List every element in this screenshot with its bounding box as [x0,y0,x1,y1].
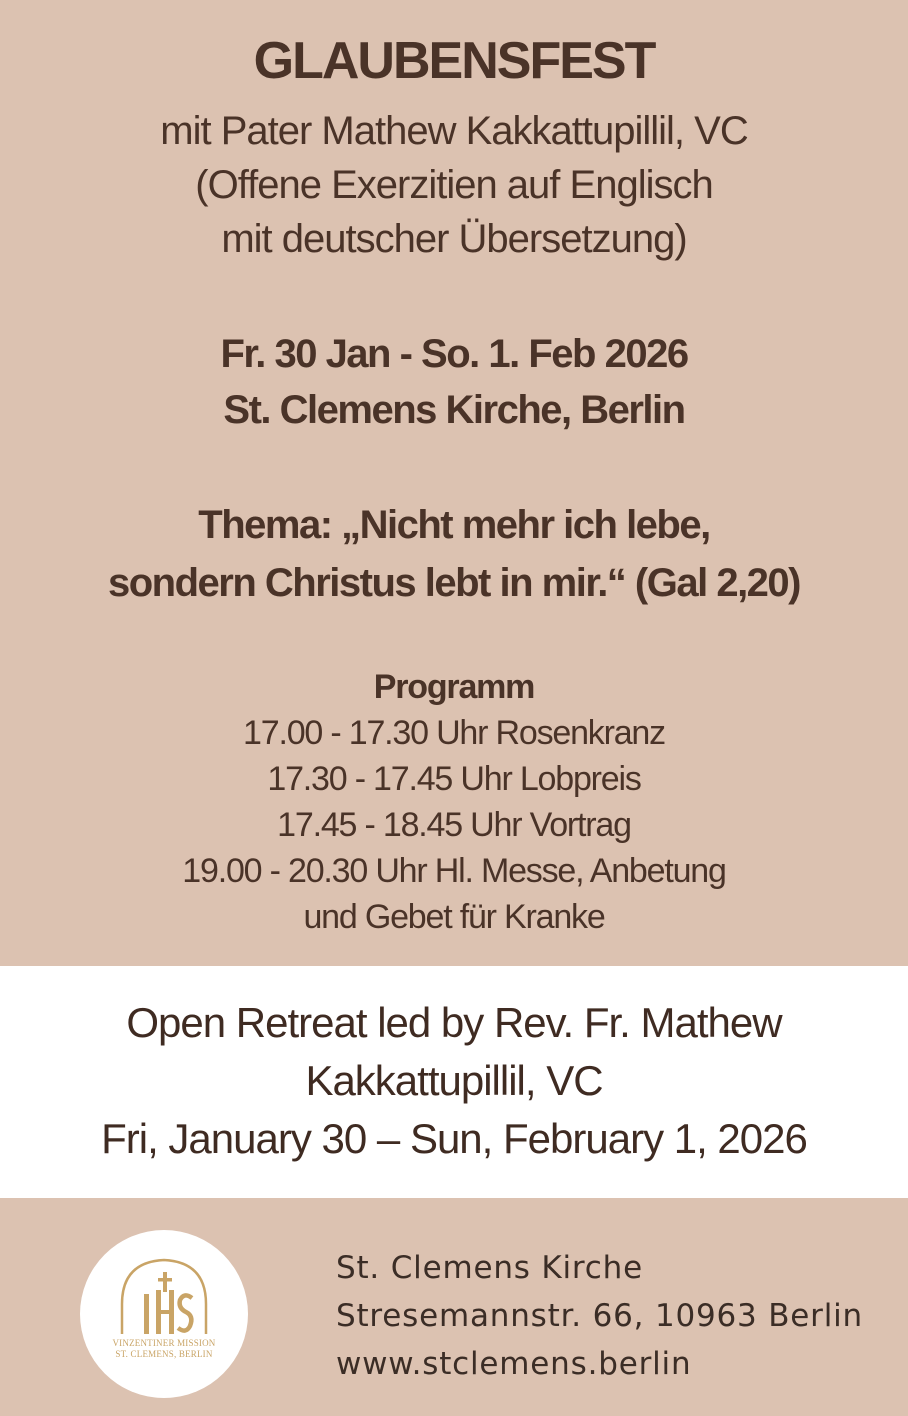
english-info [0,994,908,1168]
program-item: 17.45 - 18.45 Uhr Vortrag [277,806,631,844]
theme [0,496,908,612]
theme-line: Thema: „Nicht mehr ich lebe, [198,503,710,547]
church-name: St. Clemens Kirche [336,1250,643,1286]
program-item: 17.30 - 17.45 Uhr Lobpreis [267,760,641,798]
ihs-monogram-icon [114,1256,214,1336]
program [0,664,908,940]
english-line: Kakkattupillil, VC [305,1057,603,1104]
subtitle-line: mit deutscher Übersetzung) [221,217,687,261]
street-address: Stresemannstr. 66, 10963 Berlin [336,1298,863,1334]
church-logo [80,1230,248,1398]
program-item: 17.00 - 17.30 Uhr Rosenkranz [243,714,665,752]
website-link[interactable]: www.stclemens.berlin [336,1346,692,1382]
english-line: Open Retreat led by Rev. Fr. Mathew [126,999,782,1046]
english-line: Fri, January 30 – Sun, February 1, 2026 [101,1115,807,1162]
address-block [336,1244,863,1388]
event-location: St. Clemens Kirche, Berlin [223,388,685,432]
subtitle-line: mit Pater Mathew Kakkattupillil, VC [160,109,748,153]
program-item: und Gebet für Kranke [303,898,605,936]
event-dates: Fr. 30 Jan - So. 1. Feb 2026 [220,332,688,376]
page-title: GLAUBENSFEST [253,32,655,90]
program-heading: Programm [373,668,535,706]
logo-line: ST. CLEMENS, BERLIN [115,1349,213,1359]
logo-caption [80,1338,248,1360]
event-info [0,326,908,438]
logo-line: VINZENTINER MISSION [112,1338,216,1348]
theme-line: sondern Christus lebt in mir.“ (Gal 2,20) [108,561,800,605]
program-item: 19.00 - 20.30 Uhr Hl. Messe, Anbetung [182,852,726,890]
subtitle-line: (Offene Exerzitien auf Englisch [195,163,713,207]
subtitle [0,104,908,266]
